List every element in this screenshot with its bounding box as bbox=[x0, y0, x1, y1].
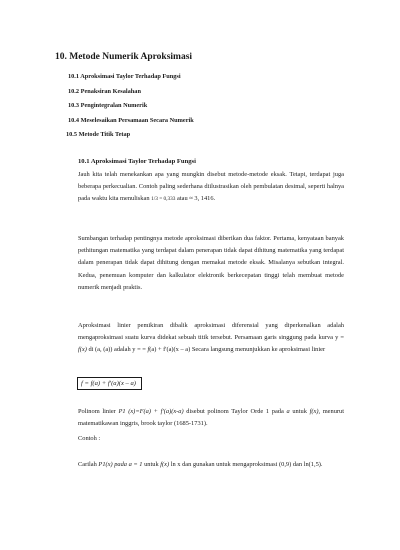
math-inline: f(x) bbox=[309, 408, 319, 415]
text: Jauh kita telah menekankan apa yang mungkin disebut metode-metode eksak. Tetapi, terdapat juga beberapa perkecualian. Contoh paling sederhana diilustrasikan oleh pembulatan desimal, seperti halnya pada waktu kita menuliskan bbox=[78, 171, 344, 203]
text: Polinom linier bbox=[78, 408, 119, 415]
toc-item: 10.2 Penaksiran Kesalahan bbox=[68, 87, 141, 95]
text: di (a, (a)) adalah y = = bbox=[86, 346, 148, 354]
text: (a) + f'(a)(x – a) Secara langsung menunjukkan ke aproksimasi linier bbox=[149, 346, 326, 354]
text: Aproksimasi linier pemikiran dibalik aproksimasi diferensial yang diperkenalkan adalah mengaproksimasi suatu kurva didekat sebuah titik tersebut. Persamaan garis singgung pada kurva y = bbox=[78, 322, 344, 342]
paragraph-intro bbox=[78, 169, 344, 206]
chapter-title: 10. Metode Numerik Aproksimasi bbox=[55, 52, 193, 62]
text: Carilah bbox=[78, 461, 99, 468]
math-inline: a bbox=[286, 408, 290, 415]
section-heading: 10.1 Aproksimasi Taylor Terhadap Fungsi bbox=[78, 158, 196, 165]
toc-item: 10.4 Meselesaikan Persamaan Secara Numerik bbox=[68, 116, 194, 124]
boxed-formula: f = f(a) + f'(a)(x – a) bbox=[77, 377, 142, 390]
math-inline: f(x) bbox=[78, 346, 87, 354]
table-of-contents bbox=[68, 70, 194, 143]
text: atau ≈ 3, 1416. bbox=[175, 195, 216, 203]
math-inline: f bbox=[147, 346, 150, 354]
toc-item: 10.3 Pengintegralan Numerik bbox=[68, 102, 148, 110]
text: , menurut matematikawan inggris, brook taylor (1685-1731). bbox=[78, 408, 345, 428]
math-inline: =F(a) + f'(a)(x-a) bbox=[135, 408, 184, 415]
text: disebut polinom Taylor Orde 1 pada bbox=[183, 408, 287, 415]
paragraph-example bbox=[78, 459, 344, 471]
toc-item: 10.5 Metode Titik Tetap bbox=[66, 131, 131, 139]
math-inline: P1(x) pada a = 1 bbox=[98, 461, 143, 468]
inline-fraction: 1/3 = 0,333 bbox=[151, 196, 176, 203]
math-inline: P1 (x) bbox=[118, 408, 136, 415]
paragraph-taylor-polynomial bbox=[78, 406, 344, 430]
paragraph-factors: Sumbangan terhadap pentingnya metode aproksimasi diberikan dua faktor. Pertama, kenyataan banyak pethitungan matematika yang terdapat dalam penerapan tidak dapat dihitung matematika yang terdapat dalam penerapan tidak dapat dihitung dengan memakai metode eksak. Misalanya sebutkan integral. Kedua, penemuan komputer dan kalkulator elektronik berkecepatan tinggi telah membuat metode numerik menjadi praktis. bbox=[78, 235, 344, 291]
toc-item: 10.1 Aproksimasi Taylor Terhadap Fungsi bbox=[68, 73, 181, 80]
example-label: Contoh : bbox=[78, 435, 101, 442]
math-inline: f(x) bbox=[160, 461, 170, 468]
paragraph-linear-approx bbox=[78, 320, 344, 357]
text: untuk bbox=[142, 461, 161, 468]
text: untuk bbox=[289, 408, 310, 415]
text: ln x dan gunakan untuk mengaproksimasi (0,9) dan ln(1,5). bbox=[169, 461, 323, 468]
